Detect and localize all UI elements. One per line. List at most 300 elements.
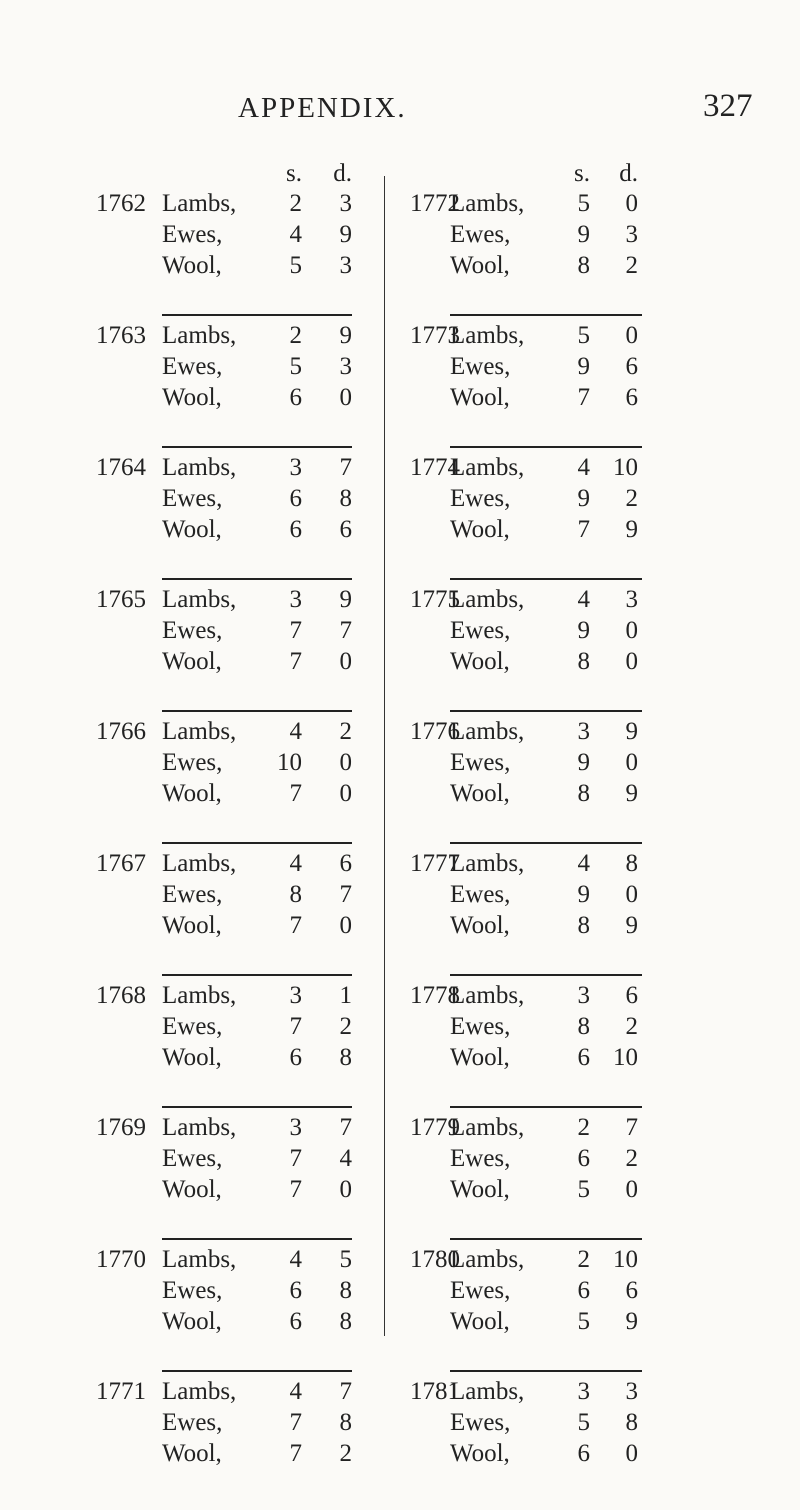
item-label: Ewes, — [450, 221, 511, 248]
price-row — [96, 1277, 396, 1308]
price-row — [96, 850, 396, 881]
price-row — [96, 749, 396, 780]
price-row — [96, 1044, 396, 1075]
item-label: Wool, — [162, 1044, 222, 1071]
shillings-value: 5 — [577, 1409, 590, 1436]
pence-value: 10 — [613, 1044, 638, 1071]
shillings-value: 7 — [289, 780, 302, 807]
year-group — [410, 1246, 710, 1378]
year-group — [96, 850, 396, 982]
shillings-value: 8 — [577, 252, 590, 279]
pence-value: 0 — [625, 190, 638, 217]
shillings-value: 2 — [289, 190, 302, 217]
item-label: Lambs, — [450, 1378, 525, 1405]
pence-value: 6 — [625, 384, 638, 411]
shillings-value: 7 — [289, 912, 302, 939]
shillings-value: 4 — [289, 718, 302, 745]
shillings-value: 6 — [289, 1044, 302, 1071]
shillings-value: 3 — [577, 718, 590, 745]
item-label: Wool, — [450, 384, 510, 411]
item-label: Lambs, — [450, 454, 525, 481]
price-row — [96, 982, 396, 1013]
pence-value: 9 — [625, 912, 638, 939]
price-row — [96, 881, 396, 912]
item-label: Ewes, — [162, 1277, 223, 1304]
year-group — [410, 982, 710, 1114]
price-row — [96, 221, 396, 252]
price-row — [410, 850, 710, 881]
shillings-value: 5 — [289, 252, 302, 279]
price-row — [410, 322, 710, 353]
year-label: 1767 — [96, 850, 146, 877]
price-row — [96, 1176, 396, 1207]
pence-value: 0 — [625, 1176, 638, 1203]
shillings-value: 3 — [289, 454, 302, 481]
year-label: 1775 — [410, 586, 460, 613]
year-group — [410, 190, 710, 322]
item-label: Ewes, — [162, 1409, 223, 1436]
year-group — [410, 322, 710, 454]
item-label: Lambs, — [450, 718, 525, 745]
price-row — [410, 353, 710, 384]
running-title: APPENDIX. — [238, 92, 407, 124]
price-row — [410, 454, 710, 485]
pence-value: 0 — [339, 912, 352, 939]
price-row — [410, 1409, 710, 1440]
item-label: Wool, — [450, 1308, 510, 1335]
price-row — [410, 780, 710, 811]
price-row — [96, 912, 396, 943]
pence-value: 3 — [339, 252, 352, 279]
year-label: 1780 — [410, 1246, 460, 1273]
year-label: 1774 — [410, 454, 460, 481]
pence-value: 9 — [625, 780, 638, 807]
shillings-value: 7 — [289, 617, 302, 644]
group-separator-rule — [162, 314, 352, 316]
year-label: 1762 — [96, 190, 146, 217]
item-label: Lambs, — [450, 1114, 525, 1141]
pence-value: 2 — [339, 718, 352, 745]
item-label: Ewes, — [162, 353, 223, 380]
price-row — [410, 749, 710, 780]
item-label: Lambs, — [162, 586, 237, 613]
shillings-value: 9 — [577, 881, 590, 908]
shillings-value: 8 — [577, 648, 590, 675]
year-group — [410, 1378, 710, 1510]
item-label: Wool, — [162, 516, 222, 543]
item-label: Ewes, — [450, 1277, 511, 1304]
item-label: Ewes, — [162, 1013, 223, 1040]
year-groups — [96, 190, 396, 1510]
pence-value: 10 — [613, 1246, 638, 1273]
price-row — [96, 586, 396, 617]
price-row — [96, 454, 396, 485]
pence-value: 6 — [625, 982, 638, 1009]
pence-value: 8 — [339, 1409, 352, 1436]
shillings-value: 8 — [289, 881, 302, 908]
shillings-value: 3 — [577, 982, 590, 1009]
shillings-value: 9 — [577, 221, 590, 248]
year-group — [410, 586, 710, 718]
pence-value: 7 — [339, 1114, 352, 1141]
pence-value: 0 — [339, 1176, 352, 1203]
item-label: Wool, — [162, 912, 222, 939]
year-group — [96, 982, 396, 1114]
shillings-value: 6 — [577, 1145, 590, 1172]
price-row — [410, 1308, 710, 1339]
column-units-header — [96, 160, 396, 190]
pence-value: 7 — [339, 454, 352, 481]
pence-value: 2 — [339, 1013, 352, 1040]
item-label: Ewes, — [450, 1013, 511, 1040]
pence-value: 8 — [339, 485, 352, 512]
year-group — [410, 718, 710, 850]
shillings-value: 3 — [289, 1114, 302, 1141]
item-label: Wool, — [162, 1440, 222, 1467]
shillings-value: 2 — [577, 1246, 590, 1273]
pence-value: 0 — [625, 749, 638, 776]
pence-value: 0 — [339, 384, 352, 411]
pence-value: 7 — [625, 1114, 638, 1141]
price-row — [96, 648, 396, 679]
pence-value: 0 — [625, 648, 638, 675]
item-label: Wool, — [162, 780, 222, 807]
item-label: Ewes, — [450, 353, 511, 380]
item-label: Wool, — [450, 1044, 510, 1071]
shillings-value: 7 — [577, 384, 590, 411]
item-label: Lambs, — [450, 982, 525, 1009]
price-row — [410, 648, 710, 679]
year-group — [410, 850, 710, 982]
year-label: 1772 — [410, 190, 460, 217]
shillings-value: 3 — [289, 586, 302, 613]
shillings-value: 7 — [289, 1409, 302, 1436]
price-row — [410, 912, 710, 943]
price-row — [410, 1246, 710, 1277]
group-separator-rule — [450, 446, 642, 448]
item-label: Wool, — [450, 648, 510, 675]
year-label: 1778 — [410, 982, 460, 1009]
pence-value: 6 — [625, 353, 638, 380]
year-label: 1773 — [410, 322, 460, 349]
group-separator-rule — [450, 314, 642, 316]
price-row — [96, 322, 396, 353]
price-row — [96, 1308, 396, 1339]
pence-value: 0 — [625, 617, 638, 644]
price-row — [96, 252, 396, 283]
item-label: Lambs, — [162, 1378, 237, 1405]
item-label: Ewes, — [162, 881, 223, 908]
price-row — [410, 1145, 710, 1176]
item-label: Lambs, — [162, 1246, 237, 1273]
price-row — [410, 1013, 710, 1044]
shillings-value: 10 — [277, 749, 302, 776]
column-units-header — [410, 160, 710, 190]
price-row — [410, 384, 710, 415]
year-label: 1766 — [96, 718, 146, 745]
shillings-value: 6 — [577, 1277, 590, 1304]
shillings-value: 5 — [577, 1308, 590, 1335]
pence-value: 2 — [625, 1013, 638, 1040]
group-separator-rule — [450, 710, 642, 712]
shillings-value: 7 — [289, 1176, 302, 1203]
price-row — [96, 1378, 396, 1409]
item-label: Ewes, — [162, 617, 223, 644]
shillings-value: 7 — [577, 516, 590, 543]
shillings-value: 8 — [577, 780, 590, 807]
item-label: Wool, — [162, 1308, 222, 1335]
shillings-value: 6 — [289, 485, 302, 512]
group-separator-rule — [450, 578, 642, 580]
pence-value: 6 — [339, 516, 352, 543]
shillings-value: 4 — [289, 1378, 302, 1405]
shillings-value: 9 — [577, 353, 590, 380]
item-label: Ewes, — [162, 221, 223, 248]
pence-value: 8 — [625, 1409, 638, 1436]
shillings-value: 6 — [289, 1277, 302, 1304]
price-row — [410, 1114, 710, 1145]
shillings-label: s. — [286, 160, 302, 187]
shillings-value: 6 — [289, 384, 302, 411]
group-separator-rule — [162, 710, 352, 712]
shillings-value: 3 — [577, 1378, 590, 1405]
pence-value: 3 — [339, 353, 352, 380]
price-row — [410, 252, 710, 283]
pence-value: 9 — [339, 586, 352, 613]
price-row — [410, 586, 710, 617]
page-header — [0, 88, 800, 132]
pence-value: 0 — [339, 648, 352, 675]
group-separator-rule — [450, 1370, 642, 1372]
pence-value: 2 — [625, 485, 638, 512]
pence-value: 3 — [339, 190, 352, 217]
pence-value: 5 — [339, 1246, 352, 1273]
year-label: 1771 — [96, 1378, 146, 1405]
shillings-label: s. — [574, 160, 590, 187]
item-label: Ewes, — [162, 1145, 223, 1172]
pence-value: 9 — [625, 718, 638, 745]
shillings-value: 6 — [577, 1044, 590, 1071]
shillings-value: 4 — [577, 454, 590, 481]
item-label: Wool, — [162, 252, 222, 279]
item-label: Lambs, — [162, 322, 237, 349]
item-label: Ewes, — [162, 485, 223, 512]
price-row — [410, 516, 710, 547]
year-group — [96, 718, 396, 850]
shillings-value: 8 — [577, 1013, 590, 1040]
shillings-value: 7 — [289, 1440, 302, 1467]
year-group — [410, 1114, 710, 1246]
year-label: 1763 — [96, 322, 146, 349]
year-label: 1779 — [410, 1114, 460, 1141]
price-row — [96, 190, 396, 221]
pence-value: 8 — [339, 1308, 352, 1335]
item-label: Ewes, — [450, 1409, 511, 1436]
item-label: Ewes, — [450, 749, 511, 776]
shillings-value: 7 — [289, 648, 302, 675]
price-row — [96, 1440, 396, 1471]
year-group — [96, 1378, 396, 1510]
price-row — [410, 982, 710, 1013]
pence-value: 8 — [339, 1044, 352, 1071]
group-separator-rule — [450, 1106, 642, 1108]
shillings-value: 5 — [289, 353, 302, 380]
pence-value: 0 — [339, 780, 352, 807]
item-label: Lambs, — [162, 718, 237, 745]
year-group — [96, 190, 396, 322]
year-group — [96, 586, 396, 718]
item-label: Wool, — [450, 912, 510, 939]
item-label: Lambs, — [450, 190, 525, 217]
left-price-column — [96, 160, 396, 1510]
pence-label: d. — [619, 160, 638, 187]
price-row — [96, 780, 396, 811]
price-row — [410, 1176, 710, 1207]
shillings-value: 4 — [289, 1246, 302, 1273]
group-separator-rule — [162, 842, 352, 844]
shillings-value: 8 — [577, 912, 590, 939]
year-label: 1777 — [410, 850, 460, 877]
item-label: Lambs, — [162, 1114, 237, 1141]
pence-value: 8 — [625, 850, 638, 877]
price-row — [96, 1409, 396, 1440]
year-group — [96, 322, 396, 454]
item-label: Wool, — [450, 252, 510, 279]
year-groups — [410, 190, 710, 1510]
price-row — [96, 384, 396, 415]
price-row — [96, 1246, 396, 1277]
item-label: Lambs, — [162, 190, 237, 217]
item-label: Ewes, — [450, 1145, 511, 1172]
pence-value: 3 — [625, 586, 638, 613]
year-group — [96, 454, 396, 586]
item-label: Ewes, — [162, 749, 223, 776]
pence-value: 7 — [339, 1378, 352, 1405]
shillings-value: 5 — [577, 322, 590, 349]
shillings-value: 4 — [289, 850, 302, 877]
item-label: Wool, — [450, 780, 510, 807]
pence-value: 7 — [339, 881, 352, 908]
group-separator-rule — [162, 446, 352, 448]
price-row — [410, 1044, 710, 1075]
pence-value: 2 — [625, 252, 638, 279]
shillings-value: 2 — [289, 322, 302, 349]
item-label: Wool, — [450, 1176, 510, 1203]
item-label: Wool, — [162, 384, 222, 411]
year-label: 1776 — [410, 718, 460, 745]
year-group — [410, 454, 710, 586]
year-label: 1768 — [96, 982, 146, 1009]
pence-value: 9 — [625, 1308, 638, 1335]
pence-value: 9 — [339, 221, 352, 248]
price-row — [410, 485, 710, 516]
group-separator-rule — [450, 974, 642, 976]
shillings-value: 6 — [289, 516, 302, 543]
price-row — [96, 1013, 396, 1044]
pence-value: 0 — [339, 749, 352, 776]
item-label: Lambs, — [450, 1246, 525, 1273]
item-label: Ewes, — [450, 881, 511, 908]
shillings-value: 7 — [289, 1145, 302, 1172]
group-separator-rule — [162, 1106, 352, 1108]
price-row — [410, 1378, 710, 1409]
item-label: Lambs, — [162, 454, 237, 481]
pence-value: 3 — [625, 221, 638, 248]
group-separator-rule — [450, 1238, 642, 1240]
year-label: 1764 — [96, 454, 146, 481]
pence-value: 0 — [625, 322, 638, 349]
pence-value: 9 — [625, 516, 638, 543]
item-label: Lambs, — [162, 982, 237, 1009]
price-row — [410, 881, 710, 912]
price-row — [410, 617, 710, 648]
price-row — [96, 353, 396, 384]
item-label: Lambs, — [450, 850, 525, 877]
price-row — [96, 1114, 396, 1145]
item-label: Lambs, — [450, 586, 525, 613]
group-separator-rule — [450, 842, 642, 844]
item-label: Wool, — [450, 516, 510, 543]
price-row — [410, 1277, 710, 1308]
shillings-value: 5 — [577, 1176, 590, 1203]
right-price-column — [410, 160, 710, 1510]
group-separator-rule — [162, 1238, 352, 1240]
pence-value: 6 — [625, 1277, 638, 1304]
pence-label: d. — [333, 160, 352, 187]
page-number: 327 — [703, 88, 753, 124]
year-group — [96, 1246, 396, 1378]
item-label: Wool, — [450, 1440, 510, 1467]
price-row — [410, 718, 710, 749]
group-separator-rule — [162, 1370, 352, 1372]
shillings-value: 9 — [577, 749, 590, 776]
shillings-value: 6 — [289, 1308, 302, 1335]
price-row — [96, 1145, 396, 1176]
pence-value: 1 — [339, 982, 352, 1009]
price-row — [410, 221, 710, 252]
item-label: Wool, — [162, 648, 222, 675]
shillings-value: 4 — [289, 221, 302, 248]
pence-value: 2 — [339, 1440, 352, 1467]
pence-value: 9 — [339, 322, 352, 349]
pence-value: 0 — [625, 1440, 638, 1467]
year-label: 1765 — [96, 586, 146, 613]
year-label: 1769 — [96, 1114, 146, 1141]
shillings-value: 4 — [577, 850, 590, 877]
pence-value: 2 — [625, 1145, 638, 1172]
pence-value: 6 — [339, 850, 352, 877]
shillings-value: 5 — [577, 190, 590, 217]
item-label: Ewes, — [450, 617, 511, 644]
year-label: 1781 — [410, 1378, 460, 1405]
pence-value: 7 — [339, 617, 352, 644]
pence-value: 3 — [625, 1378, 638, 1405]
pence-value: 8 — [339, 1277, 352, 1304]
item-label: Wool, — [162, 1176, 222, 1203]
price-row — [96, 516, 396, 547]
shillings-value: 3 — [289, 982, 302, 1009]
price-row — [410, 1440, 710, 1471]
year-group — [96, 1114, 396, 1246]
price-row — [96, 485, 396, 516]
shillings-value: 9 — [577, 485, 590, 512]
pence-value: 4 — [339, 1145, 352, 1172]
price-row — [96, 718, 396, 749]
pence-value: 0 — [625, 881, 638, 908]
shillings-value: 4 — [577, 586, 590, 613]
year-label: 1770 — [96, 1246, 146, 1273]
pence-value: 10 — [613, 454, 638, 481]
